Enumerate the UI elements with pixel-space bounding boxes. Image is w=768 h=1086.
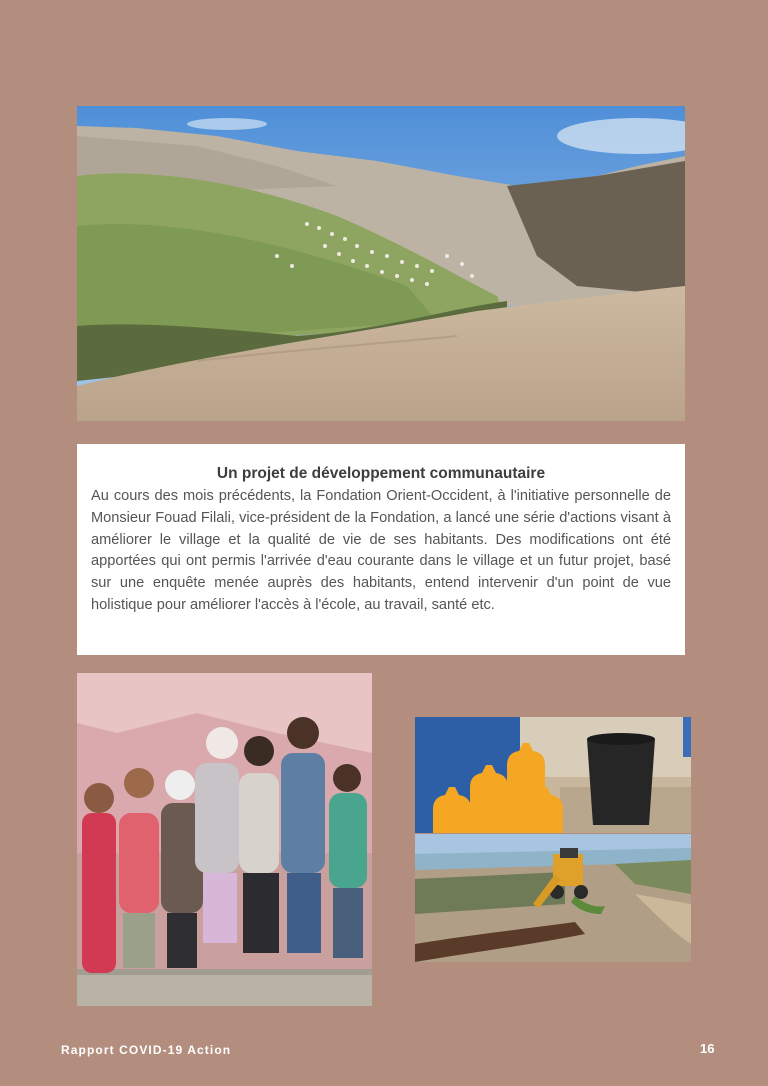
article-text-box [77, 444, 685, 655]
water-bottles-photo [415, 717, 691, 833]
article-title: Un projet de développement communautaire [216, 465, 546, 482]
children-illustration [77, 673, 372, 1006]
article-body: Au cours des mois précédents, la Fondation Orient-Occident, à l'initiative personnelle de Monsieur Fouad Filali, vice-président de la Fondation, a lancé une série d'actions visant à améliorer le village et la qualité de vie de ses habitants. Des modifications ont été apportées qui ont permis l'arrivée d'eau courante dans le village et un futur projet, basé sur une enquête menée auprès des habitants, entend intervenir d'un point de vue holistique pour améliorer l'accès à l'école, au travail, santé etc. [91, 488, 671, 613]
footer-report-title: Rapport COVID-19 Action [61, 1043, 232, 1057]
children-photo [77, 673, 372, 1006]
excavation-photo [415, 834, 691, 962]
landscape-photo [77, 106, 685, 421]
water-bottles-illustration [415, 717, 691, 833]
page-number: 16 [700, 1041, 715, 1056]
landscape-illustration [77, 106, 685, 421]
excavation-illustration [415, 834, 691, 962]
